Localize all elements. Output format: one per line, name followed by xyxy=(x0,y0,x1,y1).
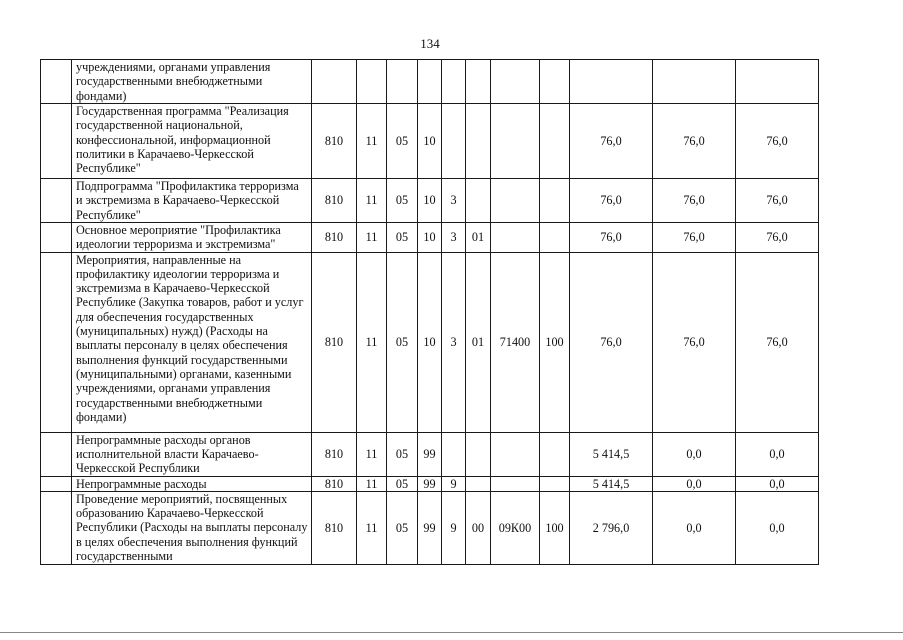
subsection-code-cell: 05 xyxy=(387,104,418,179)
amount-year-3-cell: 76,0 xyxy=(736,252,819,432)
program-code-cell: 10 xyxy=(418,179,442,223)
expense-name-cell: Проведение мероприятий, посвященных образованию Карачаево-Черкесской Республики (Расходы на выплаты персоналу в целях обеспечения выполнения функций государственными xyxy=(72,491,312,564)
amount-year-2-cell: 76,0 xyxy=(653,252,736,432)
amount-year-1-cell xyxy=(570,60,653,104)
expense-name-cell: учреждениями, органами управления государственными внебюджетными фондами) xyxy=(72,60,312,104)
section-code-cell: 11 xyxy=(357,476,387,491)
row-number-cell xyxy=(41,476,72,491)
table-row xyxy=(41,104,819,179)
expense-type-code-cell: 100 xyxy=(540,491,570,564)
amount-year-2-cell: 0,0 xyxy=(653,491,736,564)
program-code-cell xyxy=(418,60,442,104)
subsection-code-cell: 05 xyxy=(387,179,418,223)
amount-year-1-cell: 5 414,5 xyxy=(570,476,653,491)
amount-year-3-cell xyxy=(736,60,819,104)
row-number-cell xyxy=(41,223,72,253)
event-code-cell xyxy=(466,179,491,223)
direction-code-cell xyxy=(491,179,540,223)
expense-type-code-cell xyxy=(540,432,570,476)
amount-year-3-cell: 76,0 xyxy=(736,223,819,253)
ministry-code-cell: 810 xyxy=(312,104,357,179)
expense-name-cell: Непрограммные расходы органов исполнительной власти Карачаево-Черкесской Республики xyxy=(72,432,312,476)
amount-year-1-cell: 76,0 xyxy=(570,223,653,253)
program-code-cell: 99 xyxy=(418,432,442,476)
section-code-cell: 11 xyxy=(357,104,387,179)
row-number-cell xyxy=(41,432,72,476)
section-code-cell: 11 xyxy=(357,179,387,223)
amount-year-2-cell: 0,0 xyxy=(653,476,736,491)
row-number-cell xyxy=(41,179,72,223)
expense-type-code-cell xyxy=(540,476,570,491)
amount-year-3-cell: 0,0 xyxy=(736,476,819,491)
expense-name-cell: Государственная программа "Реализация государственной национальной, конфессиональной, информационной политики в Карачаево-Черкесской Республике" xyxy=(72,104,312,179)
amount-year-2-cell xyxy=(653,60,736,104)
amount-year-1-cell: 2 796,0 xyxy=(570,491,653,564)
direction-code-cell xyxy=(491,60,540,104)
table-row xyxy=(41,223,819,253)
amount-year-2-cell: 76,0 xyxy=(653,223,736,253)
amount-year-3-cell: 76,0 xyxy=(736,104,819,179)
subsection-code-cell: 05 xyxy=(387,252,418,432)
direction-code-cell xyxy=(491,104,540,179)
expense-name-cell: Мероприятия, направленные на профилактику идеологии терроризма и экстремизма в Карачаево-Черкесской Республике (Закупка товаров, работ и услуг для обеспечения государственных (муниципальных) нужд) (Расходы на выплаты персоналу в целях обеспечения выполнения функций государственными (муниципальными) органами, казенными учреждениями, органами управления государственными внебюджетными фондами) xyxy=(72,252,312,432)
expense-type-code-cell: 100 xyxy=(540,252,570,432)
ministry-code-cell xyxy=(312,60,357,104)
amount-year-2-cell: 0,0 xyxy=(653,432,736,476)
amount-year-3-cell: 0,0 xyxy=(736,491,819,564)
program-code-cell: 10 xyxy=(418,223,442,253)
subprogram-code-cell xyxy=(442,432,466,476)
row-number-cell xyxy=(41,60,72,104)
table-row xyxy=(41,476,819,491)
expense-type-code-cell xyxy=(540,223,570,253)
section-code-cell: 11 xyxy=(357,223,387,253)
ministry-code-cell: 810 xyxy=(312,179,357,223)
expense-name-cell: Непрограммные расходы xyxy=(72,476,312,491)
amount-year-1-cell: 76,0 xyxy=(570,252,653,432)
row-number-cell xyxy=(41,491,72,564)
subprogram-code-cell: 3 xyxy=(442,179,466,223)
direction-code-cell xyxy=(491,476,540,491)
event-code-cell xyxy=(466,432,491,476)
event-code-cell: 01 xyxy=(466,223,491,253)
event-code-cell xyxy=(466,104,491,179)
table-row xyxy=(41,491,819,564)
subsection-code-cell: 05 xyxy=(387,223,418,253)
program-code-cell: 10 xyxy=(418,252,442,432)
event-code-cell xyxy=(466,60,491,104)
amount-year-1-cell: 5 414,5 xyxy=(570,432,653,476)
row-number-cell xyxy=(41,104,72,179)
direction-code-cell: 71400 xyxy=(491,252,540,432)
page-number: 134 xyxy=(420,36,440,51)
ministry-code-cell: 810 xyxy=(312,252,357,432)
ministry-code-cell: 810 xyxy=(312,476,357,491)
budget-table xyxy=(40,59,819,565)
subprogram-code-cell xyxy=(442,60,466,104)
expense-type-code-cell xyxy=(540,60,570,104)
ministry-code-cell: 810 xyxy=(312,432,357,476)
direction-code-cell: 09К00 xyxy=(491,491,540,564)
bottom-rule xyxy=(0,632,903,633)
table-row xyxy=(41,179,819,223)
section-code-cell: 11 xyxy=(357,432,387,476)
expense-name-cell: Основное мероприятие "Профилактика идеологии терроризма и экстремизма" xyxy=(72,223,312,253)
program-code-cell: 99 xyxy=(418,491,442,564)
table-row xyxy=(41,252,819,432)
subsection-code-cell: 05 xyxy=(387,476,418,491)
subsection-code-cell: 05 xyxy=(387,432,418,476)
amount-year-3-cell: 0,0 xyxy=(736,432,819,476)
section-code-cell: 11 xyxy=(357,252,387,432)
table-row xyxy=(41,60,819,104)
subsection-code-cell: 05 xyxy=(387,491,418,564)
program-code-cell: 10 xyxy=(418,104,442,179)
amount-year-1-cell: 76,0 xyxy=(570,104,653,179)
subprogram-code-cell: 9 xyxy=(442,476,466,491)
program-code-cell: 99 xyxy=(418,476,442,491)
event-code-cell xyxy=(466,476,491,491)
amount-year-2-cell: 76,0 xyxy=(653,104,736,179)
event-code-cell: 00 xyxy=(466,491,491,564)
ministry-code-cell: 810 xyxy=(312,223,357,253)
subprogram-code-cell xyxy=(442,104,466,179)
direction-code-cell xyxy=(491,432,540,476)
event-code-cell: 01 xyxy=(466,252,491,432)
ministry-code-cell: 810 xyxy=(312,491,357,564)
direction-code-cell xyxy=(491,223,540,253)
amount-year-2-cell: 76,0 xyxy=(653,179,736,223)
section-code-cell xyxy=(357,60,387,104)
section-code-cell: 11 xyxy=(357,491,387,564)
expense-type-code-cell xyxy=(540,104,570,179)
amount-year-3-cell: 76,0 xyxy=(736,179,819,223)
subprogram-code-cell: 3 xyxy=(442,252,466,432)
table-row xyxy=(41,432,819,476)
expense-name-cell: Подпрограмма "Профилактика терроризма и экстремизма в Карачаево-Черкесской Республике" xyxy=(72,179,312,223)
row-number-cell xyxy=(41,252,72,432)
subprogram-code-cell: 9 xyxy=(442,491,466,564)
subsection-code-cell xyxy=(387,60,418,104)
amount-year-1-cell: 76,0 xyxy=(570,179,653,223)
subprogram-code-cell: 3 xyxy=(442,223,466,253)
expense-type-code-cell xyxy=(540,179,570,223)
